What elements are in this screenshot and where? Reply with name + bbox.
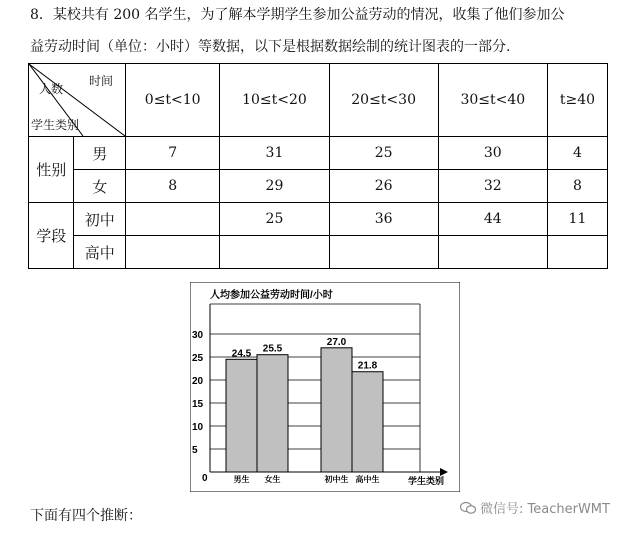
- x-tick-label: 女生: [264, 475, 281, 484]
- table-cell: [329, 236, 438, 269]
- table-cell: 8: [547, 170, 607, 203]
- table-header-diagonal: [29, 64, 126, 137]
- table-cell: 44: [438, 203, 547, 236]
- group-stage: 学段: [29, 203, 74, 269]
- table-cell: 26: [329, 170, 438, 203]
- question-line-1: 8．某校共有 200 名学生，为了解本学期学生参加公益劳动的情况，收集了他们参加公: [30, 7, 565, 23]
- x-tick-label: 初中生: [324, 475, 349, 484]
- origin-label: 0: [202, 473, 208, 484]
- y-tick-label: 25: [192, 353, 204, 364]
- chart-title: 人均参加公益劳动时间/小时: [210, 290, 333, 301]
- wechat-icon: [460, 501, 476, 515]
- y-tick-label: 10: [192, 422, 204, 433]
- row-label-senior: 高中: [74, 236, 126, 269]
- table-cell: 8: [126, 170, 220, 203]
- table-cell: [547, 236, 607, 269]
- table-cell: 25: [329, 137, 438, 170]
- footer-text: 下面有四个推断：: [30, 508, 142, 524]
- row-label-male: 男: [74, 137, 126, 170]
- header-count-label: 人数: [39, 82, 64, 96]
- range-header: 20≤t<30: [329, 64, 438, 137]
- bar-chart: [190, 282, 460, 492]
- range-header: t≥40: [547, 64, 607, 137]
- row-label-female: 女: [74, 170, 126, 203]
- bar: [321, 348, 352, 472]
- table-cell: [438, 236, 547, 269]
- row-label-junior: 初中: [74, 203, 126, 236]
- table-cell: 4: [547, 137, 607, 170]
- bar-value-label: 25.5: [262, 343, 283, 355]
- bar-value-label: 27.0: [326, 336, 347, 348]
- range-header: 30≤t<40: [438, 64, 547, 137]
- table-row-female: [29, 170, 608, 203]
- range-header: 10≤t<20: [220, 64, 329, 137]
- bar: [226, 359, 257, 472]
- bar: [257, 355, 288, 472]
- table-cell: 30: [438, 137, 547, 170]
- question-line-2: 益劳动时间（单位：小时）等数据，以下是根据数据绘制的统计图表的一部分.: [30, 39, 511, 55]
- table-cell: 25: [220, 203, 329, 236]
- range-header: 0≤t<10: [126, 64, 220, 137]
- table-cell: 36: [329, 203, 438, 236]
- header-category-label: 学生类别: [31, 118, 80, 132]
- table-row-male: [29, 137, 608, 170]
- x-tick-label: 高中生: [355, 475, 380, 484]
- y-tick-label: 30: [192, 330, 204, 341]
- y-tick-label: 20: [192, 376, 204, 387]
- watermark: [460, 498, 610, 517]
- table-cell: 32: [438, 170, 547, 203]
- watermark-text: 微信号: TeacherWMT: [480, 502, 610, 517]
- table-cell: [126, 236, 220, 269]
- bar-value-label: 24.5: [231, 348, 252, 360]
- y-tick-label: 5: [192, 445, 198, 456]
- table-cell: [126, 203, 220, 236]
- bar-value-label: 21.8: [357, 360, 378, 372]
- stats-table: [28, 63, 608, 269]
- table-row-senior: [29, 236, 608, 269]
- table-cell: [220, 236, 329, 269]
- table-row-junior: [29, 203, 608, 236]
- table-cell: 31: [220, 137, 329, 170]
- x-axis-label: 学生类别: [408, 476, 445, 486]
- group-gender: 性别: [29, 137, 74, 203]
- x-tick-label: 男生: [233, 475, 250, 484]
- table-cell: 11: [547, 203, 607, 236]
- bar: [352, 372, 383, 472]
- table-cell: 29: [220, 170, 329, 203]
- table-cell: 7: [126, 137, 220, 170]
- header-time-label: 时间: [89, 74, 114, 88]
- y-tick-label: 15: [192, 399, 204, 410]
